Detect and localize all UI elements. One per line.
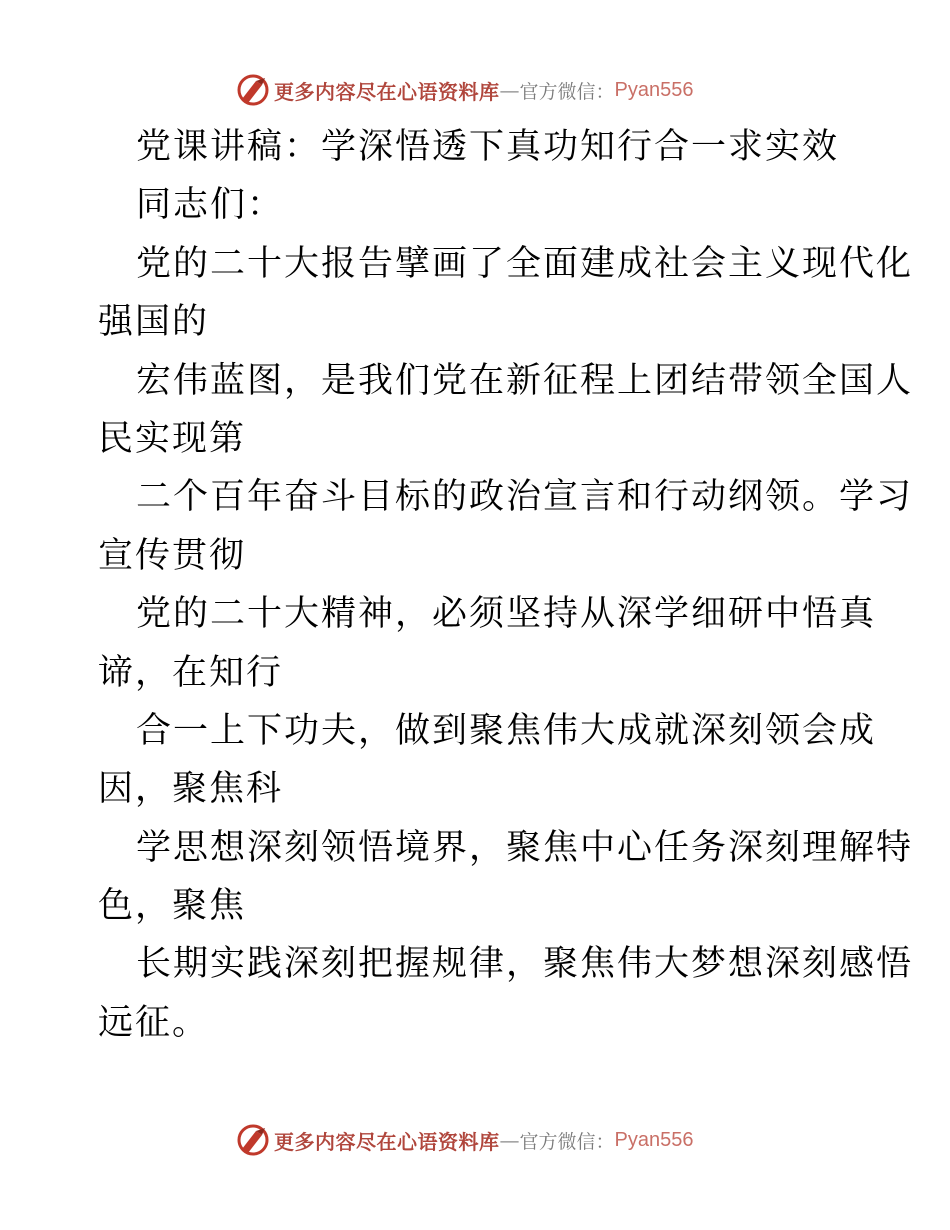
paragraph-line: 合一上下功夫，做到聚焦伟大成就深刻领会成	[136, 710, 877, 751]
banner-dash: —	[499, 78, 520, 102]
banner-text: 更多内容尽在心语资料库	[274, 79, 500, 104]
header-banner	[236, 72, 716, 108]
paragraph-line: 长期实践深刻把握规律，聚焦伟大梦想深刻感悟	[136, 944, 914, 985]
banner-wechat-id: Pyan556	[614, 78, 694, 101]
paragraph-line: 民实现第	[98, 418, 247, 459]
document-title: 党课讲稿：学深悟透下真功知行合一求实效	[136, 127, 840, 167]
paragraph-line: 强国的	[98, 302, 210, 343]
paragraph-line: 二个百年奋斗目标的政治宣言和行动纲领。学习	[136, 477, 914, 518]
banner-text: 更多内容尽在心语资料库	[274, 1129, 500, 1154]
paragraph-line: 因，聚焦科	[98, 769, 284, 810]
banner-wechat-id: Pyan556	[614, 1128, 694, 1151]
paragraph-line: 党的二十大精神，必须坚持从深学细研中悟真	[136, 594, 877, 635]
banner-dash: —	[499, 1128, 520, 1152]
paragraph-line: 谛，在知行	[98, 652, 284, 693]
paragraph-line: 学思想深刻领悟境界，聚焦中心任务深刻理解特	[136, 827, 914, 868]
banner-wechat-label: 官方微信：	[519, 1130, 615, 1153]
pen-nib-logo-icon	[236, 73, 270, 107]
salutation: 同志们：	[136, 185, 285, 226]
paragraph-line: 宏伟蓝图，是我们党在新征程上团结带领全国人	[136, 360, 914, 401]
paragraph-line: 远征。	[98, 1002, 210, 1043]
pen-nib-logo-icon	[236, 1123, 270, 1157]
paragraph-line: 党的二十大报告擘画了全面建成社会主义现代化	[136, 243, 914, 284]
paragraph-line: 宣传贯彻	[98, 535, 247, 576]
banner-wechat-label: 官方微信：	[519, 80, 615, 103]
document-body	[98, 118, 914, 1052]
footer-banner	[236, 1122, 716, 1158]
paragraph-line: 色，聚焦	[98, 886, 247, 927]
